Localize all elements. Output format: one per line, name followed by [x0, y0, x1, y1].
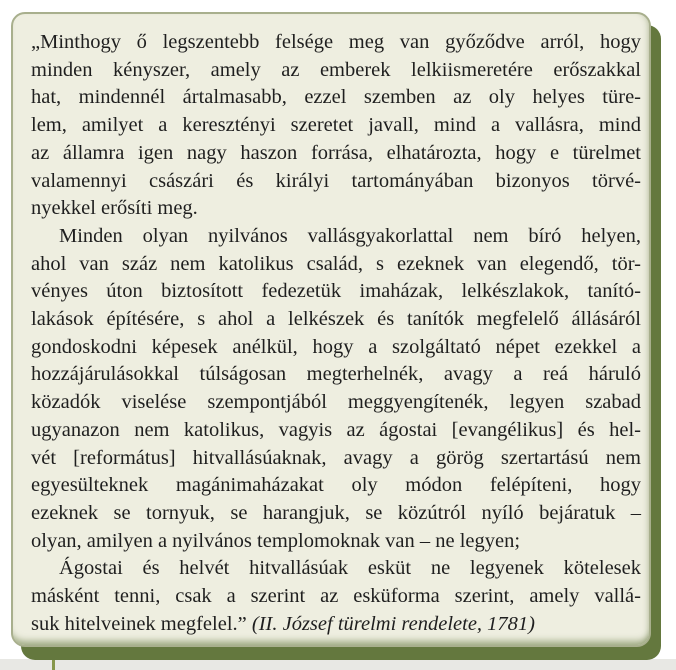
quote-paragraph [31, 223, 641, 555]
quote-line: az államra igen nagy haszon forrása, elhatározta, hogy e türelmet [31, 141, 641, 164]
quote-line: valamennyi császári és királyi tartományában bizonyos törvé- [31, 169, 641, 192]
quote-text [31, 29, 641, 638]
quote-closing-text: suk hitelveinek megfelel.” [31, 612, 252, 635]
quote-line: vényes úton biztosított fedezetük imaházak, lelkészlakok, tanító- [31, 280, 641, 303]
quote-line: közadók viselése szempontjából meggyengítenék, legyen szabad [31, 391, 641, 414]
quote-line: minden kényszer, amely az emberek lelkiismeretére erőszakkal [31, 58, 641, 81]
connector-line [52, 653, 55, 670]
quote-line: vét [református] hitvallásúaknak, avagy a görög szertartású nem [31, 446, 641, 469]
quote-line: ugyanazon nem katolikus, vagyis az ágostai [evangélikus] és hel- [31, 418, 641, 441]
quote-line: Ágostai és helvét hitvallásúak esküt ne legyenek kötelesek [59, 557, 641, 580]
quote-line: Minden olyan nyilvános vallásgyakorlattal nem bíró helyen, [59, 224, 641, 247]
quote-paragraph [31, 29, 641, 223]
quote-box [11, 12, 651, 647]
quote-line-with-citation [31, 611, 641, 639]
quote-line: hozzájárulásokkal túlságosan megterhelnék, avagy a reá háruló [31, 363, 641, 386]
quote-line: „Minthogy ő legszentebb felsége meg van győződve arról, hogy [31, 31, 641, 53]
source-citation: (II. József türelmi rendelete, 1781) [251, 612, 535, 635]
quote-line: nyekkel erősíti meg. [31, 197, 198, 220]
quote-line: egyesülteknek magánimaházakat oly módon felépíteni, hogy [31, 474, 641, 497]
quote-line: olyan, amilyen a nyilvános templomoknak van – ne legyen; [31, 529, 521, 552]
quote-line: másként tenni, csak a szerint az esküforma szerint, amely vallá- [31, 585, 641, 608]
quote-line: lem, amilyet a keresztényi szeretet javall, mind a vallásra, mind [31, 114, 641, 137]
quote-line: gondoskodni képesek anélkül, hogy a szolgáltató népet ezekkel a [31, 335, 641, 358]
quote-line: hat, mindennél ártalmasabb, ezzel szemben az oly helyes türe- [31, 86, 641, 109]
quote-line: ezeknek se tornyuk, se harangjuk, se közútról nyíló bejáratuk – [31, 501, 641, 524]
quote-line: ahol van száz nem katolikus család, s ezeknek van elegendő, tör- [31, 252, 641, 275]
quote-paragraph [31, 555, 641, 638]
bottom-strip [0, 659, 676, 670]
quote-line: lakások építésére, s ahol a lelkészek és tanítók megfelelő állásáról [31, 308, 641, 331]
